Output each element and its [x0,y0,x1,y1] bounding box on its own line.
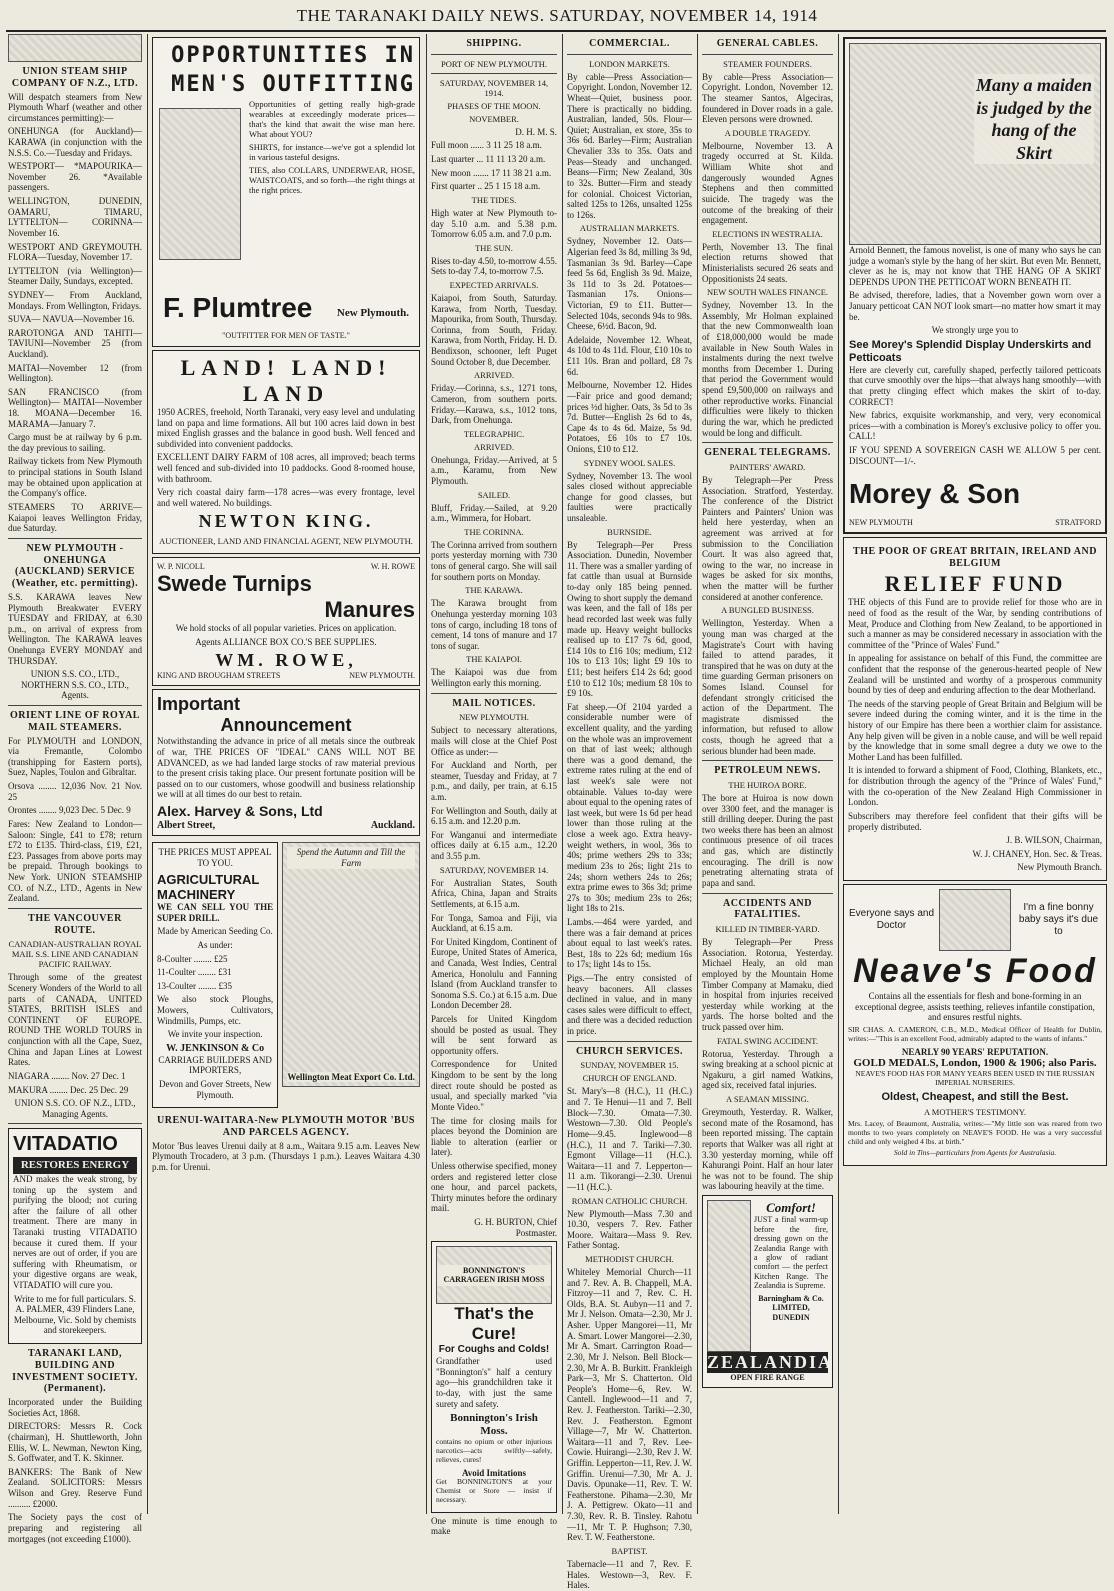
morey-p3: We strongly urge you to [931,325,1019,336]
land-firm: NEWTON KING. [198,511,374,532]
bungled-body: Wellington, Yesterday. When a young man was charged at the Magistrate's Court with having failed to attend parades, it transpired that he was on duty at the time guarding German prisoners on Somes Island. Counsel for defendant strongly criticised the action of the Department. The magistrate dismissed the information, but refused to allow costs, though he agreed that a serious blunder had been made. [702,618,833,756]
union-line: Will despatch steamers from New Plymouth Wharf (weather and other circumstances permitting):— [8,91,142,123]
rowe-title1: Swede Turnips [157,571,312,597]
morey-firm: Morey & Son [849,478,1021,510]
zealandia-body: JUST a final warm-up before the fire, dressing gown on the Zealandia Range with a glow of radiant comfort — the perfect Kitchen Range. The Zealandia is Supreme. [754,1215,828,1291]
union-line: MAITAI—November 12 (from Wellington). [8,362,142,384]
onehunga-heading: NEW PLYMOUTH - ONEHUNGA (AUCKLAND) SERVICE (Weather, etc. permitting). [11,542,139,590]
pigs-body: Pigs.—The entry consisted of heavy baconers. All classes declined in value, and in many cases sales were difficult to effect, and there was a decided reduction in price. [567,973,692,1037]
mail-line: Correspondence for United Kingdom to be sent by the long direct route should be posted as usual, and specially marked "via Monte Video." [431,1059,557,1112]
relief-ad [843,537,1107,881]
range-illustration-icon [707,1200,751,1352]
lady-illustration-icon [849,43,1101,245]
harvey-title2: Announcement [220,715,352,736]
relief-p1: THE objects of this Fund are to provide relief for those who are in need of food as the result of the War, by sending contributions of Meat, Produce and Clothing from New Zealand, to be apportioned in such a manner as may be considered necessary in association with the committee of the "Prince of Wales' Fund." [848,597,1102,650]
column-rule [426,34,427,1514]
plumtree-p1: Opportunities of getting really high-grade wearables at exceedingly moderate prices—that's the kind that await the wise man here. What about YOU? [249,99,415,140]
rowe-firm: WM. ROWE, [215,650,357,671]
column-rule [562,34,563,1514]
morey-town2: STRATFORD [1055,518,1101,528]
jenkinson-under: As under: [197,940,233,951]
mail-line: Subject to necessary alterations, mails will close at the Chief Post Office as under:— [431,725,557,757]
corinna-heading: THE CORINNA. [464,526,524,537]
orient-heading: ORIENT LINE OF ROYAL MAIL STEAMERS. [10,710,140,733]
relief-sign3: New Plymouth Branch. [1017,862,1102,873]
neave-rep: NEARLY 90 YEARS' REPUTATION. [901,1046,1049,1057]
neave-foot: Sold in Tins—particulars from Agents for Australasia. [893,1148,1057,1158]
land-title: LAND! LAND! LAND [180,355,392,406]
bottle-label: BONNINGTON'S CARRAGEEN IRISH MOSS [437,1265,551,1286]
meat-export-title: Spend the Autumn and Till the Farm [287,847,415,868]
baptist-heading: BAPTIST. [611,1545,648,1556]
moon-row: First quarter .. 25 1 15 18 a.m. [431,181,541,192]
neave-oldest: Oldest, Cheapest, and still the Best. [881,1090,1069,1103]
morey-town: NEW PLYMOUTH [849,518,913,528]
swing-body: Rotorua, Yesterday. Through a swing breaking at a school picnic at Ngakuru, a girl named Watkins, aged six, received fatal injuries. [702,1048,833,1091]
england-heading: CHURCH OF ENGLAND. [582,1073,677,1084]
killed-heading: KILLED IN TIMBER-YARD. [715,924,820,935]
orient-row: Orsova ........ 12,036 Nov. 21 Nov. 25 [8,781,142,802]
harvey-addr: Albert Street, [157,819,216,831]
neave-test-head: A MOTHER'S TESTIMONY. [923,1106,1027,1117]
expected-body: Kaiapoi, from South, Saturday. Karawa, from North, Tuesday. Mapourika, from South, Thursday. Corinna, from South, Friday. Karawa, from North, Friday. H. D. Bendixson, schooner, left Puget Sound October 8, due December. [431,293,557,367]
bonnington-sub: For Coughs and Colds! [438,1344,550,1356]
union-line: Cargo must be at railway by 6 p.m. the day previous to sailing. [8,432,142,453]
neave-test: Mrs. Lacey, of Beaumont, Australia, writes:—"My little son was reared from two months to two years completely on NEAVE'S FOOD. He was a very successful child and only weighed 4 lbs. at birth." [848,1118,1102,1146]
morey-ad [843,37,1107,534]
plumtree-slogan: "OUTFITTER FOR MEN OF TASTE." [222,330,350,340]
zealandia-maker: Barningham & Co. LIMITED, DUNEDIN [758,1293,824,1322]
orient-body: For PLYMOUTH and LONDON, via Fremantle, Colombo (transhipping for Eastern ports), Suez, Naples, Toulon and Gibraltar. [8,735,142,778]
zealandia-ad [702,1195,833,1388]
rowe-title2: Manures [324,597,415,623]
relief-p3: The needs of the starving people of Great Britain and Belgium will be severe indeed during the coming winter, and it is the time in the history of our Empire has there been a worthier claim for assistance. Any help given will be given in a noble cause, and will be well repaid by the knowledge that in some small degree a duty we owe to the Mother Land has been fulfilled. [848,698,1102,762]
steamer-body: By cable—Press Association—Copyright. London, November 12. The steamer Santos, Algeciras, foundered in Dover roads in a gale. Eleven persons were drowned. [702,71,833,125]
nsw-body: Sydney, November 13. In the Assembly, Mr Holman explained that the new Commonwealth loan of £18,000,000 would be made available in New South Wales in instalments during the next twelve months from December 1. During that period the Government would spend £9,500,000 on railways and other reproductive works. Financial difficulties were likely to thicken during the war, which he predicted would be long and difficult. [702,300,833,438]
shipping-heading: SHIPPING. [466,38,522,49]
huiroa-heading: THE HUIROA BORE. [728,780,807,790]
jenkinson-firm: W. JENKINSON & Co [166,1042,265,1054]
neave-medals: GOLD MEDALS, London, 1900 & 1906; also Paris. [853,1057,1097,1070]
moon-month: NOVEMBER. [469,113,519,124]
tides-heading: THE TIDES. [471,194,517,205]
painters-body: By Telegraph—Per Press Association. Stratford, Yesterday. The conference of the District Painters and Painters' Union was held here yesterday, when an agreement was arrived at for submission to the Conciliation Court. It was also agreed that, owing to the war, no increase in wages be asked for six months, when the matter will be further considered at another conference. [702,474,833,602]
mail-date: SATURDAY, NOVEMBER 14. [439,864,549,875]
telegraphic-body: Onehunga, Friday.—Arrived, at 5 a.m., Karamu, from New Plymouth. [431,454,557,486]
zealandia-title: Comfort! [766,1199,816,1215]
column-rule [147,34,148,1514]
telegrams-heading: GENERAL TELEGRAMS. [704,447,831,459]
church-heading: CHURCH SERVICES. [575,1045,684,1057]
column-cables [702,34,833,1514]
union-line: SUVA— NAVUA—November 16. [8,314,135,325]
baptist-body: Tabernacle—11 and 7, Rev. F. Hales. Westown—3, Rev. F. Hales. [567,1558,692,1591]
lambs-body: Lambs.—464 were yarded, and there was a fair demand at prices about equal to last week's rates. Best, 18s to 22s 6d; medium 16s to 17s; light 14s to 15s. [567,916,692,970]
bonnington-title: That's the Cure! [454,1304,534,1344]
rowe-town: NEW PLYMOUTH. [349,671,415,681]
bonnington-note: contains no opium or other injurious narcotics—acts swiftly—safely, relieves, cures! [436,1437,552,1464]
union-line: WESTPORT AND GREYMOUTH. FLORA—Tuesday, November 17. [8,241,142,263]
jenkinson-firm-sub: CARRIAGE BUILDERS AND IMPORTERS, [158,1054,272,1076]
sailed-heading: SAILED. [477,489,511,500]
morey-top: Many a maiden is judged by the hang of the Skirt [975,75,1092,163]
relief-p5: Subscribers may therefore feel confident that their gifts will be properly distributed. [848,810,1102,832]
telegraphic-arrived: ARRIVED. [474,441,514,452]
jenkinson-sub: WE CAN SELL YOU THE SUPER DRILL. [157,902,274,923]
neave-title: Neave's Food [853,951,1097,990]
methodist-body: Whiteley Memorial Church—11 and 7. Rev. A. B. Chappell, M.A. Fitzroy—11 and 7, Rev. C. H. Olds, B.A. St. Aubyn—11 and 7. Mr J. Nelson. Omata—2.30, Mr J. Asher. Upper Mangorei—11, Mr A. Smart. Lower Mangorei—2.30, Mr A. Smart. Carrington Road—2.30, Mr J. Nelson. Bell Block—2.30, Mr A. B. Burkitt. Frankleigh Park—3, Mr S. Chatterton. Old People's Home—6, Rev. W. Cantell. Inglewood—11 and 7, Rev. J. Featherston. Tariki—2.30, Rev. J. Featherston. Egmont Village—7, Mr W. Chatterton. Waitara—11 and 7, Rev. Lee-Cowie. Huirangi—2.30, Rev J. W. Griffin. Lepperton—11, Rev. J. W. Griffin. Urenui—7.30, Mr A. J. Davis. Opunake—11, Rev. T. W. Featherstone. Pihama—2.30, Mr J. A. Pettigrew. Okato—11 and 7.30, Rev. R. B. Tinsley. Rahotu—11, Mr T. P. Hughson; 7.30, Rev. T. W. Featherstone. [567,1267,692,1543]
union-line: WESTPORT— *MAPOURIKA—November 26. *Available passengers. [8,161,142,193]
plumtree-p2: SHIRTS, for instance—we've got a splendid lot in various tasteful designs. [249,142,415,163]
union-heading: UNION STEAM SHIP COMPANY OF N.Z., LTD. [11,66,139,89]
rowe-p2: Agents ALLIANCE BOX CO.'S BEE SUPPLIES. [195,636,377,647]
jenkinson-also: We also stock Ploughs, Mowers, Cultivators, Windmills, Pumps, etc. [157,994,274,1026]
tragedy-body: Melbourne, November 13. A tragedy occurred at St. Kilda. William White shot and dangerously wounded Agnes Stephens and then committed suicide. The tragedy was the outcome of the breaking of their engagement. [702,140,833,226]
mail-town: NEW PLYMOUTH. [459,712,529,723]
union-line: LYTTELTON (via Wellington)— Steamer Daily, Sundays, excepted. [8,265,142,287]
relief-sign1: J. B. WILSON, Chairman, [1006,835,1102,846]
mail-line: For Tonga, Samoa and Fiji, via Auckland, at 6.15 a.m. [431,912,557,934]
orient-row: Orontes ........ 9,023 Dec. 5 Dec. 9 [8,805,131,816]
rowe-right: W. H. ROWE [370,561,415,571]
building-directors: DIRECTORS: Messrs R. Cock (chairman), H. Shuttleworth, John Ellis, W. L. Newman, Newton King, S. Goffwater, and T. K. Skinner. [8,1421,142,1464]
column-commercial [567,34,692,1591]
cables-heading: GENERAL CABLES. [716,38,819,49]
tragedy-heading: A DOUBLE TRAGEDY. [724,127,811,138]
sailed-body: Bluff, Friday.—Sailed, at 9.20 a.m., Wimmera, for Hobart. [431,502,557,524]
morey-headline: See Morey's Splendid Display Underskirts and Petticoats [849,338,1092,364]
bottle-icon [436,1246,552,1304]
tides-body: High water at New Plymouth to-day 5.10 a.m. and 5.38 p.m. Tomorrow 6.05 a.m. and 7.0 p.m. [431,207,557,240]
union-line: STEAMERS TO ARRIVE— Kaiapoi leaves Wellington Friday, due Saturday. [8,501,142,534]
steamer-heading: STEAMER FOUNDERS. [723,58,812,69]
karawa-body: The Karawa brought from Onehunga yesterday morning 103 tons of cargo, including 18 tons of cement, 14 tons of manure and 17 tons of sugar. [431,598,557,651]
column-rule [697,34,698,1514]
relief-p4: It is intended to forward a shipment of Food, Clothing, Blankets, etc., for distribution through the agency of the "Prince of Wales' Fund," with the co-operation of the New Zealand High Commissioner in London. [848,765,1102,808]
mail-line: For United Kingdom, Continent of Europe, United States of America, and Canada, West Indies, Central America, Honolulu and Fanning Island (from Auckland transfer to Sonoma S.S. Co.) at 6.15 a.m. Due London December 28. [431,936,557,1011]
mail-heading: MAIL NOTICES. [452,697,536,709]
orient-fares: Fares: New Zealand to London—Saloon: Single, £41 to £78; return £72 to £135. Third-class, £19, £21, £23. Passages from above ports may be prepaid. Through bookings to New York. UNION STEAMSHIP CO. of N.Z., LTD., Agents in New Zealand. [8,818,142,904]
column-tail: One minute is time enough to make [431,1515,557,1537]
mail-line: The time for closing mails for places beyond the Dominion are liable to alteration (earlier or later). [431,1115,557,1158]
vancouver-row: NIAGARA ........ Nov. 27 Dec. 1 [8,1070,126,1081]
vitadatio-title: VITADATIO [13,1133,118,1156]
morey-p6: IF YOU SPEND A SOVEREIGN CASH WE ALLOW 5 per cent. DISCOUNT—1/-. [849,445,1101,466]
rowe-ad [152,557,420,686]
corinna-body: The Corinna arrived from southern ports yesterday morning with 730 tons of general cargo. She will sail for southern ports on Monday. [431,539,557,582]
vitadatio-ad [8,1128,142,1344]
methodist-heading: METHODIST CHURCH. [585,1254,674,1265]
plumtree-firm: F. Plumtree [163,291,313,323]
bungled-heading: A BUNGLED BUSINESS. [721,605,814,616]
jenkinson-ad [152,842,278,1108]
meat-export-stamp: Wellington Meat Export Co. Ltd. [287,1071,415,1082]
plumtree-ad [152,37,420,347]
vancouver-row: MAKURA ........ Dec. 25 Dec. 29 [8,1084,129,1095]
masthead-rule [6,30,1106,32]
plumtree-town: New Plymouth. [336,307,409,320]
neave-used: NEAVE'S FOOD HAS FOR MANY YEARS BEEN USED IN THE RUSSIAN IMPERIAL NURSERIES. [855,1069,1095,1087]
london-body: By cable—Press Association—Copyright. London, November 12. Wheat—Quiet, business poor. There is practically no bidding. Australian, landed, 50s. Flour—Quiet; Australian, ex store, 35s to 36s 6d. Barley—Firm; Australian Chevalier 33s to 35s. Oats and Peas—Steady and unchanged. Beans—Firm; New Zealand, 30s to 32s. Butter—Firm and steady for colonial. Choicest Victorian, salted 125s to 126s, unsalted 125s to 126s. [567,71,692,220]
neave-left: Everyone says and Doctor [848,908,935,931]
wool-body: Sydney, November 13. The wool sales closed without appreciable change for good classes, but faulties were practically unsaleable. [567,470,692,523]
union-line: SAN FRANCISCO (from Wellington)— MAITAI—November 18. MOANA—December 16. MARAMA—January 7. [8,386,142,429]
arrived-heading: ARRIVED. [474,370,514,381]
burnside-heading: BURNSIDE. [607,526,652,537]
petroleum-heading: PETROLEUM NEWS. [714,765,821,777]
huiroa-body: The bore at Huiroa is now down over 3300 feet, and the manager is still drilling deeper. During the past two weeks there has been an almost continuous presence of oil traces and gas, which are distinctly encouraging. The drill is now penetrating alternating strata of papa and sand. [702,793,833,888]
jenkinson-title: AGRICULTURAL MACHINERY [157,871,260,902]
land-p1: 1950 ACRES, freehold, North Taranaki, very easy level and undulating land on papa and lime formations. All but 100 acres laid down in best mixed English grasses and the balance in good bush. Well fenced and subdivided into convenient paddocks. [157,406,415,449]
neave-ad [843,884,1107,1166]
bonnington-warn: Avoid Imitations [461,1467,527,1478]
postmaster: G. H. BURTON, Chief Postmaster. [474,1217,557,1238]
wool-heading: SYDNEY WOOL SALES. [583,457,676,468]
relief-top: THE POOR OF GREAT BRITAIN, IRELAND AND BELGIUM [853,545,1097,569]
harvey-firm: Alex. Harvey & Sons, Ltd [157,803,323,819]
morey-p1: Arnold Bennett, the famous novelist, is one of many who says he can judge a woman's style by the hang of her skirt. But even Mr. Bennett, clever as he is, may not know that THE HANG OF A SKIRT DEPENDS UPON THE PETTICOAT WORN BENEATH IT. [849,245,1101,287]
mail-line: For Wanganui and intermediate offices daily at 6.15 a.m., 12.20 and 3.55 p.m. [431,829,557,862]
bonnington-body: Grandfather used "Bonnington's" half a century ago—his grandchildren take it to-day, with just the same surety and safety. [436,1356,552,1409]
onehunga-body: S.S. KARAWA leaves New Plymouth Breakwater EVERY TUESDAY and FRIDAY, at 6.30 p.m., on arrival of express from Wellington. The KARAWA leaves Onehunga EVERY MONDAY and THURSDAY. [8,591,142,666]
port-heading: PORT OF NEW PLYMOUTH. [440,58,547,69]
jenkinson-addr: Devon and Gover Streets, New Plymouth. [158,1078,272,1100]
accidents-heading: ACCIDENTS AND FATALITIES. [722,897,812,921]
fat-sheep-body: Fat sheep.—Of 2104 yarded a considerable number were of excellent quality, and the yarding on the whole was an improvement on that of last week; although there was a good demand, the extreme rates ruling at the end of last week's sale were not obtainable. Values to-day were about equal to the opening rates of last week, but were 1s 6d per head lower than those ruling at the close a week ago. Extra heavy-weight wethers, in wool, 36s to 40s; prime wethers 29s to 33s; medium 23s to 26s; light 21s to 24s; shorn wethers 24s to 26s; extra prime ewes to 36s 3d; prime 27s to 30s; medium 23s to 26s; light 18s to 21s. [567,701,692,914]
union-line: ONEHUNGA (for Auckland)— KARAWA (in conjunction with the N.S.S. Co.—Tuesday and Fridays. [8,126,142,158]
burnside-body: By Telegraph—Per Press Association. Dunedin, November 11. There was a smaller yarding of fat cattle than usual at Burnside to-day only 185 being penned. Owing to short supply the demand was keen, and the fall of 18s per head recorded last week was fully made up. Heavy weight bullocks realised up to £17 7s 6d, good, £14 10s to £16 10s; medium, £12 10s to £13 10s; light £9 10s to £11; best heifers £14 2s 6d; good £10 to £12 10s; medium £8 10s to £9 10s. [567,539,692,699]
vancouver-sub: CANADIAN-AUSTRALIAN ROYAL MAIL S.S. LINE AND CANADIAN PACIFIC RAILWAY. [8,939,142,970]
shipping-date: SATURDAY, NOVEMBER 14, 1914. [439,77,549,98]
column-shipping-ads [8,34,142,1544]
plumtree-p3: TIES, also COLLARS, UNDERWEAR, HOSE, WAISTCOATS, and so forth—the right things at the right prices. [249,165,415,196]
meat-export-ad [282,842,420,1087]
motor-body: Motor 'Bus leaves Urenui daily at 8 a.m., Waitara 9.15 a.m. Leaves New Plymouth Trocadero, at 3 p.m. (Thursdays 1 p.m.). Leaves Waitara 4.30 p.m. for Urenui. [152,1140,420,1172]
morey-p4: Here are cleverly cut, carefully shaped, perfectly tailored petticoats that curve smoothly over the hips—that always hang smoothly—with that pretty clinging effect which makes the skirt of to-day. CORRECT! [849,364,1101,407]
swing-heading: FATAL SWING ACCIDENT. [717,1035,818,1046]
harvey-title1: Important [157,693,240,714]
relief-p2: In appealing for assistance on behalf of this Fund, the committee are confident that the response of the generous-hearted people of New Zealand will be unstinted and worthy of a prosperous community bound by ties of deep and enduring affection to the dear Motherland. [848,653,1102,696]
harvey-body: Notwithstanding the advance in price of all metals since the outbreak of war, THE PRICES OF "IDEAL" CANS WILL NOT BE ADVANCED, as we had landed large stocks of raw material previous to the present crisis taking place. Our present fortunate position will be passed on to our customers, whose goodwill and business relationship we will at all times do our best to retain. [157,736,415,800]
harvey-town: Auckland. [370,819,415,831]
vitadatio-body: AND makes the weak strong, by toning up the system and purifying the blood; not curing after the failure of all other treatment. There are many in Taranaki trusting VITADATIO because it cured them. If your nerves are out of order, if you are suffering with Rheumatism, or your digestive organs are weak, VITADATIO will cure you. [13,1173,137,1290]
plumtree-title: OPPORTUNITIES IN MEN'S OUTFITTING [171,43,415,97]
union-line: SYDNEY— From Auckland, Mondays. From Wellington, Fridays. [8,289,142,311]
moon-row: Full moon ...... 3 11 25 18 a.m. [431,140,542,151]
baby-illustration-icon [939,889,1011,951]
roman-body: New Plymouth—Mass 7.30 and 10.30, vespers 7. Rev. Father Moore. Waitara—Mass 9. Rev. Father Sontag. [567,1208,692,1251]
building-bankers: BANKERS: The Bank of New Zealand. SOLICITORS: Messrs Wilson and Grey. Reserve Fund .......... £2000. [8,1466,142,1509]
westralia-body: Perth, November 13. The final election returns showed that Ministerialists secured 26 seats and Oppositionists 24 seats. [702,241,833,284]
aus-heading: AUSTRALIAN MARKETS. [579,223,680,234]
land-ad [152,350,420,554]
westralia-heading: ELECTIONS IN WESTRALIA. [712,228,823,239]
motor-heading: URENUI-WAITARA-New PLYMOUTH MOTOR 'BUS AND PARCELS AGENCY. [157,1115,415,1138]
building-tail: The Society pays the cost of preparing and registering all mortgages (not exceeding £1000). [8,1512,142,1544]
jenkinson-price: 13-Coulter ........ £35 [157,980,232,991]
sun-heading: THE SUN. [475,242,513,253]
mail-line: For Auckland and North, per steamer, Tuesday and Friday, at 7 p.m., and daily, per train, at 6.15 a.m. [431,760,557,803]
column-right-ads [843,34,1107,1514]
masthead: THE TARANAKI DAILY NEWS. SATURDAY, NOVEMBER 14, 1914 [296,6,818,25]
moon-row: New moon ....... 17 11 38 21 a.m. [431,167,552,178]
column-shipping [431,34,557,1537]
neave-p1: Contains all the essentials for flesh and bone-forming in an exceptional degree, assists teething, relieves infantile constipation, and ensures restful nights. [855,991,1095,1023]
column-rule [838,34,839,1514]
jenkinson-made: Made by American Seeding Co. [157,926,273,937]
zealandia-tag: OPEN FIRE RANGE [730,1373,805,1383]
karawa-heading: THE KARAWA. [465,585,523,596]
mail-line: For Australian States, South Africa, China, Japan and Straits Settlements, at 6.15 a.m. [431,877,557,909]
vancouver-heading: THE VANCOUVER ROUTE. [28,912,122,936]
moon-row: Last quarter ... 11 11 13 20 a.m. [431,154,546,165]
land-firm-sub: AUCTIONEER, LAND AND FINANCIAL AGENT, NEW PLYMOUTH. [159,535,413,546]
killed-body: By Telegraph—Per Press Association. Rotorua, Yesterday. Michael Healy, an old man employed by the Mountain Home Timber Company at Mamaku, died in hospital from injuries received yesterday while working at the yards. The horse bolted and the truck passed over him. [702,937,833,1032]
moon-columns: D. H. M. S. [515,126,557,137]
seaman-body: Greymouth, Yesterday. R. Walker, second mate of the Rosamond, has been reported missing. The captain reports that Walker was all right at 3.30 yesterday morning, while off Kahurangi Point. Half an hour later he was not to be found. The ship was labouring heavily at the time. [702,1107,833,1192]
commercial-heading: COMMERCIAL. [589,38,670,49]
jenkinson-invite: We invite your inspection. [167,1029,263,1040]
morey-p2: Be advised, therefore, ladies, that a November gown worn over a January petticoat CAN NOT look smart—no matter how smart it may be. [849,290,1101,322]
vancouver-body: Through some of the greatest Scenery Wonders of the World to all parts of CANADA, UNITED STATES, BRITISH ISLES and CONTINENT OF EUROPE. ROUND THE WORLD TOURS in conjunction with all the Cape, Suez, China and Japan Lines at Lowest Rates. [8,972,142,1068]
steamship-icon [8,34,142,62]
union-line: RAROTONGA AND TAHITI— TAVIUNI—November 25 (from Auckland). [8,327,142,359]
rowe-left: W. P. NICOLL [157,561,205,571]
land-p2: EXCELLENT DAIRY FARM of 108 acres, all improved; beach terms well fenced and sub-divided into 10 paddocks. Good 8-roomed house, with bathroom. [157,452,415,484]
rowe-p1: We hold stocks of all popular varieties. Prices on application. [175,622,397,633]
mail-line: For Wellington and South, daily at 6.15 a.m. and 12.20 p.m. [431,805,557,827]
adelaide-body: Adelaide, November 12. Wheat, 4s 10d to 4s 11d. Flour, £10 10s to £11 10s. Bran and pollard, £8 7s 6d. [567,334,692,377]
moon-heading: PHASES OF THE MOON. [447,100,541,111]
jenkinson-top: THE PRICES MUST APPEAL TO YOU. [158,847,272,868]
roman-heading: ROMAN CATHOLIC CHURCH. [571,1195,688,1206]
nsw-heading: NEW SOUTH WALES FINANCE. [706,287,829,298]
kaiapoi-heading: THE KAIAPOI. [466,654,522,665]
zealandia-brand: ZEALANDIA [707,1351,834,1372]
aus-body: Sydney, November 12. Oats—Algerian feed 3s 8d, milling 3s 9d, Tasmanian 3s 9d. Barley—Cape feed 5s 6d, English 3s 9d. Maize, 3s 11d to 3s 2d. Potatoes—Tasmanian 17s. Onions—Victorian, £9 to £11. Butter—Selected 104s, seconds 94s to 98s. Cheese, 6½d. Bacon, 9d. [567,236,692,332]
kaiapoi-body: The Kaiapoi was due from Wellington early this morning. [431,667,557,688]
vitadatio-tag: RESTORES ENERGY [13,1157,137,1174]
london-heading: LONDON MARKETS. [589,58,670,69]
column-ads [152,34,420,1514]
bonnington-ad [431,1241,557,1513]
morey-p5: New fabrics, exquisite workmanship, and very, very economical prices—with a combination is Morey's exclusive policy to offer you. CALL! [849,410,1101,442]
building-body: Incorporated under the Building Societies Act, 1868. [8,1397,142,1418]
land-p3: Very rich coastal dairy farm—178 acres—was every frontage, level and well watered. No buildings. [157,487,415,508]
vancouver-agents: UNION S.S. CO. OF N.Z., LTD., Managing Agents. [14,1098,136,1119]
seaman-heading: A SEAMAN MISSING. [726,1094,809,1105]
bonnington-name: Bonnington's Irish Moss. [450,1412,538,1438]
jenkinson-price: 8-Coulter ........ £25 [157,953,228,964]
jenkinson-price: 11-Coulter ........ £31 [157,967,232,978]
relief-sign2: W. J. CHANEY, Hon. Sec. & Treas. [972,848,1102,859]
vitadatio-contact: Write to me for full particulars. S. A. PALMER, 439 Flinders Lane, Melbourne, Vic. Sold by chemists and storekeepers. [13,1293,137,1336]
expected-heading: EXPECTED ARRIVALS. [449,280,539,290]
neave-right: I'm a fine bonny baby says it's due to [1018,902,1099,937]
mail-line: Unless otherwise specified, money orders and registered letter close one hour, and parcel packets, Thirty minutes before the ordinary mail. [431,1160,557,1214]
mail-line: Parcels for United Kingdom should be posted as usual. They will be sent forward as opportunity offers. [431,1014,557,1056]
man-illustration-icon [159,108,241,260]
bonnington-get: Get BONNINGTON'S at your Chemist or Store — insist if necessary. [436,1477,552,1504]
sun-body: Rises to-day 4.50, to-morrow 4.55. Sets to-day 7.4, to-morrow 7.5. [431,255,557,277]
union-line: Railway tickets from New Plymouth to principal stations in South Island may be obtained upon application at the Company's office. [8,456,142,499]
england-body: St. Mary's—8 (H.C.), 11 (H.C.) and 7. Te Henui—11 and 7. Bell Block—7.30. Omata—7.30. Westown—7.30. Old People's Home—9.45. Inglewood—8 (H.C.), 11 and 7. Tariki—7.30. Egmont Village—11 (H.C.). Waitara—11 and 7. Lepperton—11 a.m. Tikorangi—2.30. Urenui—11 (H.C.). [567,1086,692,1192]
arrived-body: Friday.—Corinna, s.s., 1271 tons, Cameron, from southern ports. Friday.—Karawa, s.s., 1012 tons, Dark, from Onehunga. [431,383,557,426]
union-line: WELLINGTON, DUNEDIN, OAMARU, TIMARU, LYTTELTON— CORINNA—November 16. [8,196,142,238]
neave-p2: SIR CHAS. A. CAMERON, C.B., M.D., Medical Officer of Health for Dublin, writes:—"This is an excellent Food, admirably adapted to the wants of infants." [848,1024,1102,1043]
rowe-addr: KING AND BROUGHAM STREETS [157,671,281,681]
painters-heading: PAINTERS' AWARD. [729,461,806,472]
harvey-ad [152,689,420,836]
relief-title: RELIEF FUND [884,571,1066,597]
telegraphic-heading: TELEGRAPHIC. [463,428,525,439]
melbourne-body: Melbourne, November 12. Hides—Fair price and good demand; prices ½d higher. Oats, 3s 5d to 3s 7d. Butter—English 2s 6d to 4s, Cape 4s to 4s 6d. Maize, 5s 9d. Potatoes, £6 10s to £7 10s. Onions, £10 to £12. [567,380,692,454]
onehunga-agents: UNION S.S. CO., LTD., NORTHERN S.S. CO., LTD., Agents. [21,669,129,701]
church-date: SUNDAY, NOVEMBER 15. [580,1060,679,1071]
building-heading: TARANAKI LAND, BUILDING AND INVESTMENT SOCIETY. (Permanent). [12,1348,138,1395]
